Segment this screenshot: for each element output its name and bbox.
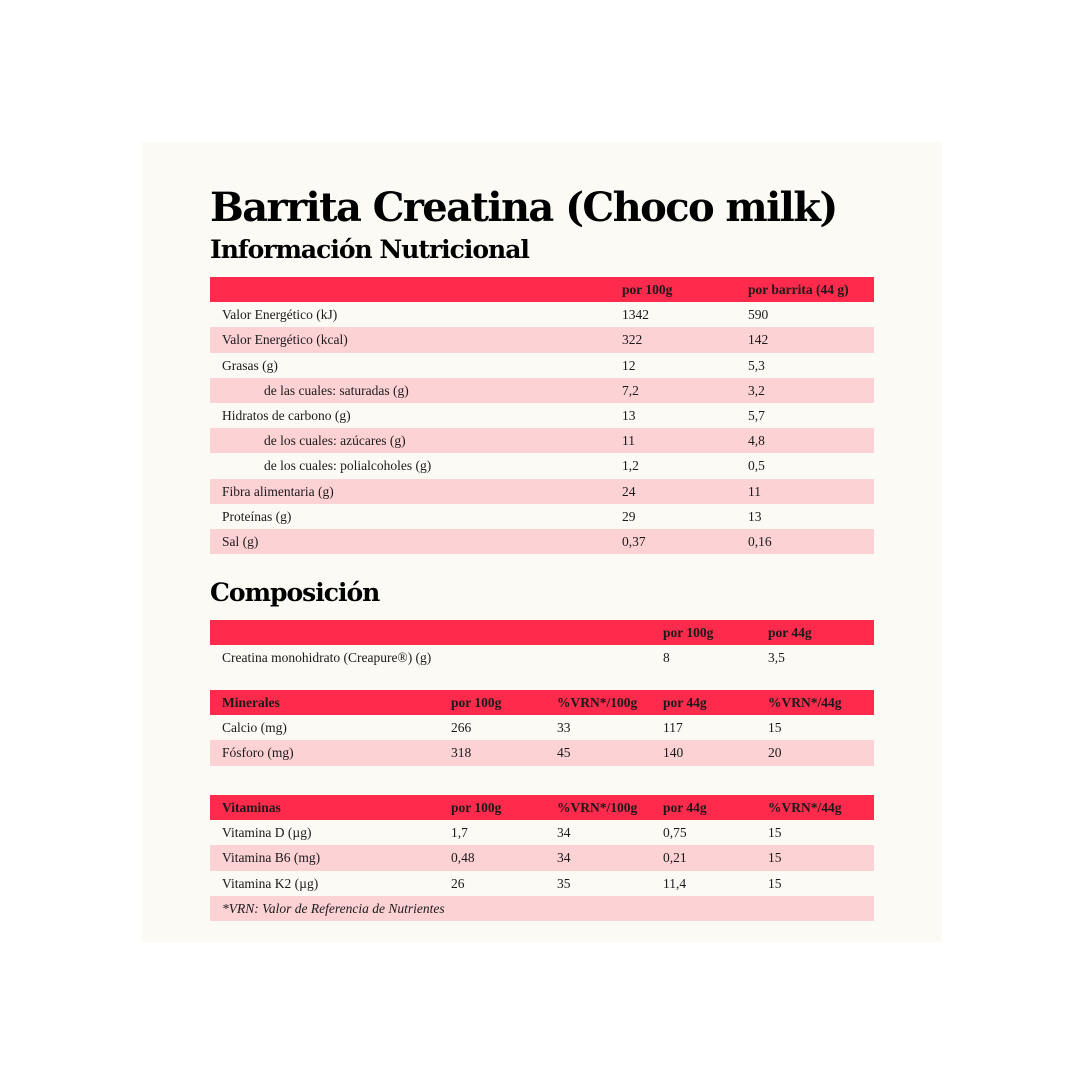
table-row <box>210 715 874 740</box>
row-value-per-bar: 590 <box>748 307 769 323</box>
row-label-indented: de los cuales: polialcoholes (g) <box>264 458 432 474</box>
row-value-vrn-44: 20 <box>768 745 782 761</box>
row-value-per-bar: 13 <box>748 508 762 524</box>
row-value-vrn-44: 15 <box>768 850 782 866</box>
row-label-indented: de las cuales: saturadas (g) <box>264 382 409 398</box>
row-value-per-bar: 142 <box>748 332 769 348</box>
composition-table-header <box>210 620 874 645</box>
row-value-per100: 29 <box>622 508 636 524</box>
row-value-per44: 0,21 <box>663 850 687 866</box>
col-header-vrn-100: %VRN*/100g <box>557 695 638 710</box>
col-header-vitamins: Vitaminas <box>222 800 281 815</box>
row-value-per44: 140 <box>663 745 684 761</box>
footnote-row <box>210 896 874 921</box>
row-value-per-bar: 0,16 <box>748 533 772 549</box>
row-value-per100: 0,37 <box>622 533 646 549</box>
row-label: Creatina monohidrato (Creapure®) (g) <box>222 650 432 666</box>
minerals-table-header <box>210 690 874 715</box>
row-value-per100: 24 <box>622 483 636 499</box>
col-header-per44: por 44g <box>663 695 707 710</box>
row-value-per-bar: 11 <box>748 483 761 499</box>
table-row <box>210 845 874 870</box>
row-label: Fósforo (mg) <box>222 745 294 761</box>
row-value-per100: 322 <box>622 332 643 348</box>
table-row <box>210 327 874 352</box>
col-header-per100: por 100g <box>451 800 502 815</box>
row-label: Vitamina K2 (µg) <box>222 875 319 891</box>
row-label: Vitamina B6 (mg) <box>222 850 321 866</box>
row-value-per100: 13 <box>622 407 636 423</box>
row-value-per-bar: 3,2 <box>748 382 765 398</box>
col-header-vrn-100: %VRN*/100g <box>557 800 638 815</box>
row-value-per100: 11 <box>622 433 635 449</box>
table-row <box>210 302 874 327</box>
col-header-per100: por 100g <box>663 625 714 640</box>
col-header-per-bar: por barrita (44 g) <box>748 282 849 297</box>
table-row <box>210 479 874 504</box>
row-value-per100: 266 <box>451 720 472 736</box>
row-value-per100: 318 <box>451 745 472 761</box>
row-label-indented: de los cuales: azúcares (g) <box>264 433 406 449</box>
row-value-per-bar: 5,7 <box>748 407 765 423</box>
row-label: Hidratos de carbono (g) <box>222 407 351 423</box>
row-value-per44: 3,5 <box>768 650 785 666</box>
row-value-per100: 12 <box>622 357 636 373</box>
nutrition-heading: Información Nutricional <box>210 235 529 264</box>
row-value-per-bar: 0,5 <box>748 458 765 474</box>
row-value-vrn-44: 15 <box>768 875 782 891</box>
composition-heading: Composición <box>210 578 380 607</box>
row-value-vrn-100: 35 <box>557 875 571 891</box>
col-header-per44: por 44g <box>768 625 812 640</box>
row-value-per100: 0,48 <box>451 850 475 866</box>
col-header-per44: por 44g <box>663 800 707 815</box>
row-label: Calcio (mg) <box>222 720 287 736</box>
row-value-per100: 7,2 <box>622 382 639 398</box>
vrn-footnote: *VRN: Valor de Referencia de Nutrientes <box>222 900 445 916</box>
nutrition-table <box>210 277 874 554</box>
row-value-per100: 26 <box>451 875 465 891</box>
nutrition-card <box>142 142 942 942</box>
row-label: Valor Energético (kcal) <box>222 332 348 348</box>
col-header-per100: por 100g <box>622 282 673 297</box>
col-header-vrn-44: %VRN*/44g <box>768 800 842 815</box>
minerals-table <box>210 690 874 766</box>
table-row <box>210 740 874 765</box>
table-row <box>210 428 874 453</box>
composition-table <box>210 620 874 670</box>
nutrition-table-header <box>210 277 874 302</box>
row-label: Proteínas (g) <box>222 508 292 524</box>
vitamins-table <box>210 795 874 921</box>
row-value-vrn-100: 33 <box>557 720 571 736</box>
row-value-per100: 1,2 <box>622 458 639 474</box>
row-label: Sal (g) <box>222 533 259 549</box>
row-value-per100: 1342 <box>622 307 649 323</box>
table-row <box>210 645 874 670</box>
col-header-per100: por 100g <box>451 695 502 710</box>
row-value-vrn-44: 15 <box>768 825 782 841</box>
table-row <box>210 453 874 478</box>
row-value-vrn-44: 15 <box>768 720 782 736</box>
table-row <box>210 529 874 554</box>
col-header-minerals: Minerales <box>222 695 280 710</box>
col-header-vrn-44: %VRN*/44g <box>768 695 842 710</box>
table-row <box>210 504 874 529</box>
vitamins-table-header <box>210 795 874 820</box>
row-value-per44: 117 <box>663 720 683 736</box>
table-row <box>210 353 874 378</box>
table-row <box>210 403 874 428</box>
row-value-per44: 11,4 <box>663 875 687 891</box>
row-value-vrn-100: 34 <box>557 850 571 866</box>
row-value-per100: 8 <box>663 650 670 666</box>
row-label: Valor Energético (kJ) <box>222 307 338 323</box>
row-value-vrn-100: 34 <box>557 825 571 841</box>
row-value-per44: 0,75 <box>663 825 687 841</box>
table-row <box>210 378 874 403</box>
row-label: Grasas (g) <box>222 357 278 373</box>
row-value-vrn-100: 45 <box>557 745 571 761</box>
row-value-per-bar: 5,3 <box>748 357 765 373</box>
row-label: Fibra alimentaria (g) <box>222 483 334 499</box>
table-row <box>210 820 874 845</box>
row-label: Vitamina D (µg) <box>222 825 312 841</box>
row-value-per-bar: 4,8 <box>748 433 765 449</box>
row-value-per100: 1,7 <box>451 825 468 841</box>
product-title: Barrita Creatina (Choco milk) <box>210 184 837 231</box>
table-row <box>210 871 874 896</box>
